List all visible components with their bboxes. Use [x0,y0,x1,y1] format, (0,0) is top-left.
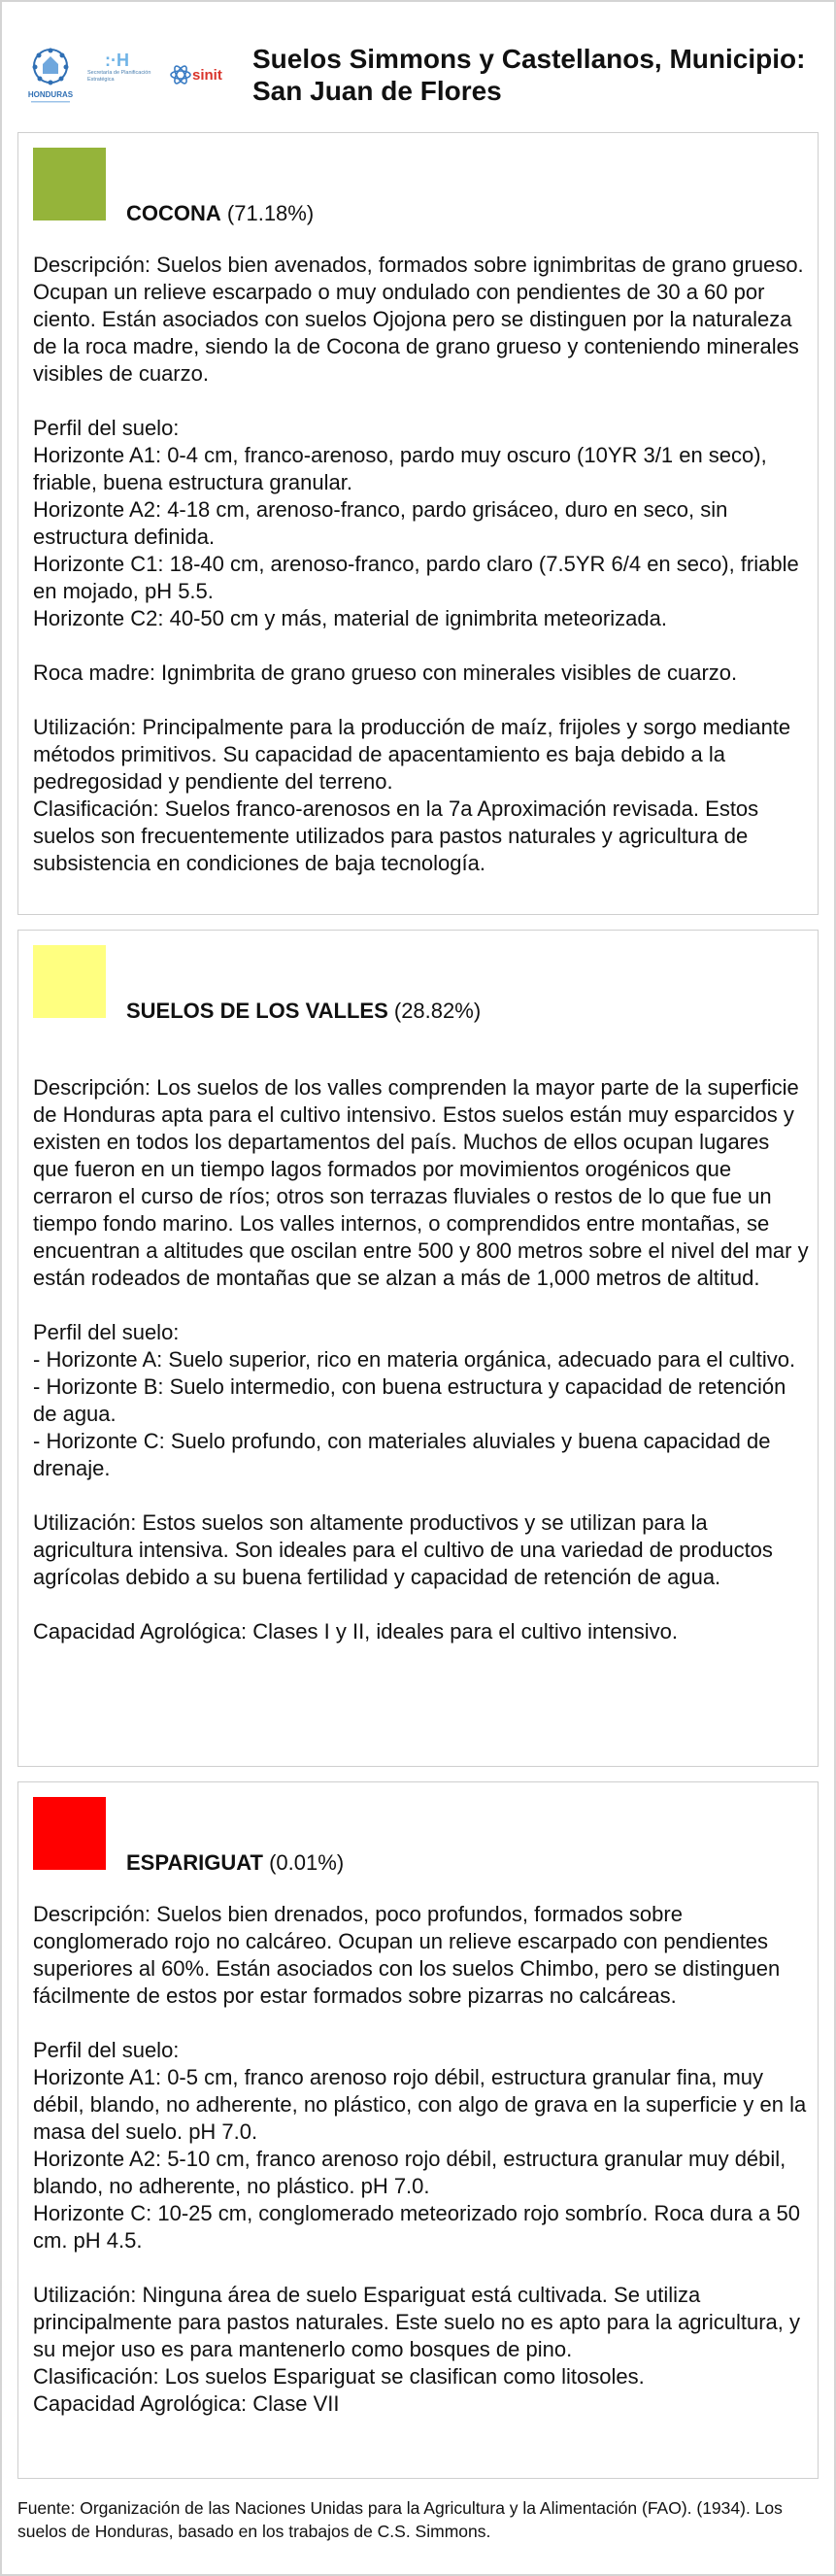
soil-paragraph: Utilización: Estos suelos son altamente productivos y se utilizan para la agricultura intensiva. Son ideales para el cultivo de una variedad de productos agrícolas debido a su buena fertilidad y capacidad de retención de agua. [33,1510,773,1589]
soil-percent: (0.01%) [269,1850,345,1875]
planificacion-logo [87,47,155,99]
soil-color-swatch [33,148,106,220]
soil-paragraph: Descripción: Los suelos de los valles comprenden la mayor parte de la superficie de Honduras apta para el cultivo intensivo. Estos suelos están muy esparcidos y existen en todos los departamentos del país. Muchos de ellos ocupan lugares que fueron en un tiempo lagos formados por movimientos orogénicos que cerraron el curso de ríos; otros son terrazas fluviales o restos de lo que fue un tiempo fondo marino. Los valles internos, o comprendidos entre montañas, se encuentran a altitudes que oscilan entre 500 y 800 metros sobre el nivel del mar y están rodeados de montañas que se alzan a más de 1,000 metros de altitud. [33,1075,809,1290]
soil-paragraph: Capacidad Agrológica: Clases I y II, ideales para el cultivo intensivo. [33,1619,679,1644]
honduras-logo-text: HONDURAS [27,90,74,99]
soil-card-valles [17,930,819,1767]
soil-heading [126,1850,344,1876]
source-footnote: Fuente: Organización de las Naciones Unidas para la Agricultura y la Alimentación (FAO). (1934). Los suelos de Honduras, basado en los trabajos de C.S. Simmons. [17,2498,783,2541]
soil-description [33,1901,810,2418]
logo-strip [23,43,237,111]
planificacion-logo-text: Secretaría de Planificación Estratégica [87,70,151,83]
soil-color-swatch [33,1797,106,1870]
soil-card-cocona [17,132,819,915]
soil-percent: (28.82%) [393,999,482,1023]
soil-heading [126,999,481,1024]
page-header [2,2,834,128]
soil-name: SUELOS DE LOS VALLES [126,999,388,1023]
sinit-logo [169,56,237,91]
soil-name: ESPARIGUAT [126,1850,263,1875]
soil-paragraph: Perfil del suelo: Horizonte A1: 0-5 cm, franco arenoso rojo débil, estructura granular fina, muy débil, blando, no adherente, no plástico, con algo de grava en la superficie y en la masa del suelo. pH 7.0. Horizonte A2: 5-10 cm, franco arenoso rojo débil, estructura granular muy débil, blando, no adherente, no plástico. pH 7.0. Horizonte C: 10-25 cm, conglomerado meteorizado rojo sombrío. Roca dura a 50 cm. pH 4.5. [33,2038,807,2253]
soil-paragraph: Perfil del suelo: - Horizonte A: Suelo superior, rico en materia orgánica, adecuado para el cultivo. - Horizonte B: Suelo intermedio, con buena estructura y capacidad de retención de agua. - Horizonte C: Suelo profundo, con materiales aluviales y buena capacidad de drenaje. [33,1320,796,1480]
soil-paragraph: Utilización: Ninguna área de suelo Espariguat está cultivada. Se utiliza principalmente para pastos naturales. Este suelo no es apto para la agricultura, y su mejor uso es para mantenerlo como bosques de pino. Clasificación: Los suelos Espariguat se clasifican como litosoles. Capacidad Agrológica: Clase VII [33,2283,801,2416]
svg-text::·H: :·H [105,51,129,70]
soil-name: COCONA [126,201,221,225]
soil-heading [126,201,314,226]
soil-description [33,252,810,877]
soil-paragraph: Descripción: Suelos bien avenados, formados sobre ignimbritas de grano grueso. Ocupan un relieve escarpado o muy ondulado con pendientes de 30 a 60 por ciento. Están asociados con suelos Ojojona pero se distinguen por la naturaleza de la roca madre, siendo la de Cocona de grano grueso y conteniendo minerales visibles de cuarzo. [33,253,804,386]
page-title: Suelos Simmons y Castellanos, Municipio: San Juan de Flores [252,44,806,106]
soil-description [33,1074,810,1645]
honduras-logo [23,43,78,109]
soil-percent: (71.18%) [226,201,315,225]
soil-paragraph: Perfil del suelo: Horizonte A1: 0-4 cm, franco-arenoso, pardo muy oscuro (10YR 3/1 en seco), friable, buena estructura granular. Horizonte A2: 4-18 cm, arenoso-franco, pardo grisáceo, duro en seco, sin estructura definida. Horizonte C1: 18-40 cm, arenoso-franco, pardo claro (7.5YR 6/4 en seco), friable en mojado, pH 5.5. Horizonte C2: 40-50 cm y más, material de ignimbrita meteorizada. [33,416,799,630]
soil-paragraph: Descripción: Suelos bien drenados, poco profundos, formados sobre conglomerado rojo no calcáreo. Ocupan un relieve escarpado con pendientes superiores al 60%. Están asociados con los suelos Chimbo, pero se distinguen fácilmente de estos por estar formados sobre pizarras no calcáreas. [33,1902,781,2008]
soil-paragraph: Utilización: Principalmente para la producción de maíz, frijoles y sorgo mediante métodos primitivos. Su capacidad de apacentamiento es baja debido a la pedregosidad y pendiente del terreno. Clasificación: Suelos franco-arenosos en la 7a Aproximación revisada. Estos suelos son frecuentemente utilizados para pastos naturales y agricultura de subsistencia en condiciones de baja tecnología. [33,715,791,875]
soil-color-swatch [33,945,106,1018]
sinit-logo-text: sinit [192,67,222,84]
soil-paragraph: Roca madre: Ignimbrita de grano grueso con minerales visibles de cuarzo. [33,661,738,685]
soil-card-espariguat [17,1781,819,2479]
